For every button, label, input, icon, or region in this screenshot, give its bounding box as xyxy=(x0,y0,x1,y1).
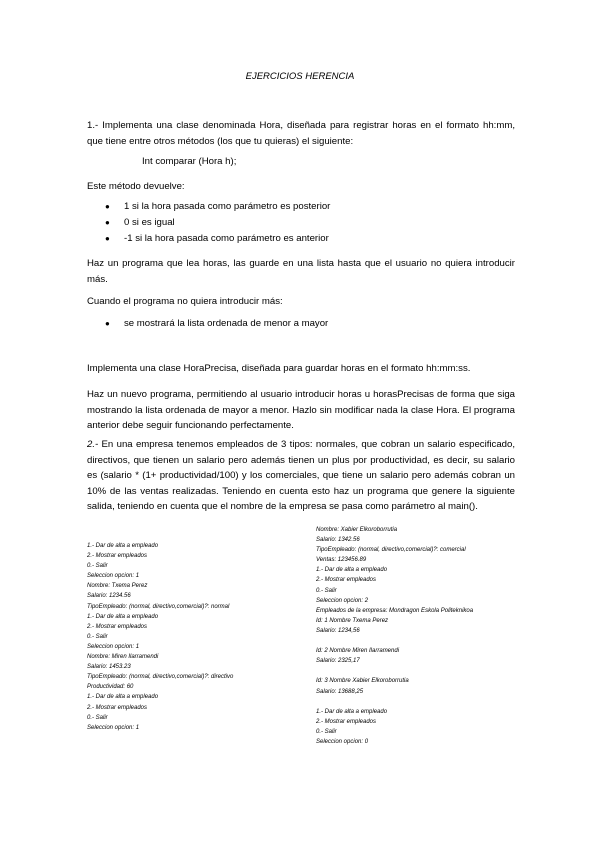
console-line: Seleccion opcion: 2 xyxy=(316,597,369,604)
console-line: 0.- Salir xyxy=(87,633,108,640)
console-line: 2.- Mostrar empleados xyxy=(87,553,148,560)
console-line: Salario: 1234,56 xyxy=(316,627,360,634)
console-line: 2.- Mostrar empleados xyxy=(87,704,148,711)
console-line: TipoEmpleado: (normal, directivo,comercial)?: directivo xyxy=(87,674,234,681)
console-line: Nombre: Miren Ilarramendi xyxy=(87,654,159,661)
console-line: 2.- Mostrar empleados xyxy=(87,623,148,630)
console-line: 0.- Salir xyxy=(316,728,337,735)
ex2-text: En una empresa tenemos empleados de 3 tipos: normales, que cobran un salario especificado, directivos, que tienen un salario pero además tienen un plus por productividad, es decir, su salario es (salario * (1+ productividad/100) y los comerciales, que tiene un salario pero además cobran un 10% de las ventas realizadas. Teniendo en cuenta esto haz un programa que genere la siguiente salida, teniendo en cuenta que el nombre de la empresa se pasa como parámetro al main(). xyxy=(87,439,515,513)
console-output-left xyxy=(87,541,233,733)
console-line: 1.- Dar de alta a empleado xyxy=(87,694,159,701)
console-line: Salario: 1342.56 xyxy=(316,537,360,544)
code-signature: Int comparar (Hora h); xyxy=(142,156,237,167)
console-line: TipoEmpleado: (normal, directivo,comercial)?: comercial xyxy=(316,547,466,554)
console-line: Id: 1 Nombre Txema Perez xyxy=(316,617,389,624)
console-line: Nombre: Txema Perez xyxy=(87,583,148,590)
console-line: Seleccion opcion: 1 xyxy=(87,573,140,580)
console-line: Productividad: 60 xyxy=(87,684,134,691)
console-line: Empleados de la empresa: Mondragon Eskola Politeknikoa xyxy=(316,607,474,614)
console-line: TipoEmpleado: (normal, directivo,comercial)?: normal xyxy=(87,603,230,610)
bullet-icon: ● xyxy=(105,218,110,227)
console-line: 1.- Dar de alta a empleado xyxy=(316,708,388,715)
bullet-icon: ● xyxy=(105,234,110,243)
console-line: Seleccion opcion: 0 xyxy=(316,738,369,745)
console-line: Seleccion opcion: 1 xyxy=(87,643,140,650)
console-line: 2.- Mostrar empleados xyxy=(316,577,377,584)
console-line: Id: 2 Nombre Miren Ilarramendi xyxy=(316,648,400,655)
console-line: Id: 3 Nombre Xabier Elkoroborrutia xyxy=(316,678,409,685)
console-line: Nombre: Xabier Elkoroborrutia xyxy=(316,527,398,533)
console-line: Ventas: 123456.89 xyxy=(316,557,367,564)
program-paragraph: Haz un programa que lea horas, las guarde en una lista hasta que el usuario no quiera introducir más. xyxy=(87,258,515,285)
newprog-paragraph: Haz un nuevo programa, permitiendo al usuario introducir horas u horasPrecisas de forma que siga mostrando la lista ordenada de mayor a menor. Hazlo sin modificar nada la clase Hora. El programa anterior debe seguir funcionando perfectamente. xyxy=(87,389,515,432)
console-line: 0.- Salir xyxy=(316,587,337,594)
console-line: Salario: 13688,25 xyxy=(316,688,364,695)
ex2-number: 2.- xyxy=(87,439,99,450)
bullet-icon: ● xyxy=(105,319,110,328)
console-line xyxy=(316,666,473,676)
console-line: Salario: 1234.56 xyxy=(87,593,131,600)
document-page: EJERCICIOS HERENCIA 1.- Implementa una clase denominada Hora, diseñada para registrar horas en el formato hh:mm, que tiene entre otros métodos (los que tu quieras) el siguiente: Int comparar (Hora h); Este método devuelve: ● 1 si la hora pasada como parámetro es posterior ● 0 si es igual ● -1 si la hora pasada como parámetro es anterior Haz un programa que lea horas, las guarde en una lista hasta que el usuario no quiera introducir más. Cuando el programa no quiera introducir más: ● se mostrará la lista ordenada de menor a mayor Implementa una clase HoraPrecisa, diseñada para guardar horas en el formato hh:mm:ss. Haz un nuevo programa, permitiendo al usuario introducir horas u horasPrecisas de forma que siga mostrando la lista ordenada de mayor a menor. Hazlo sin modificar nada la clase Hora. El programa anterior debe seguir funcionando perfectamente. 2.- En una empresa tenemos empleados de 3 tipos: normales, que cobran un salario especificado, directivos, que tienen un salario pero además tienen un plus por productividad, es decir, su salario es (salario * (1+ productividad/100) y los comerciales, que tiene un salario pero además cobran un 10% de las ventas realizadas. Teniendo en cuenta esto haz un programa que genere la siguiente salida, teniendo en cuenta que el nombre de la empresa se pasa como parámetro al main(). 1.- Dar de alta a empleado 2.- Mostrar empleados 0.- Salir Seleccion opcion: 1 Nombre: Txema Perez Salario: 1234.56 TipoEmpleado: (normal, directivo,comercial)?: normal 1.- Dar de alta a empleado 2.- Mostrar empleados 0.- Salir Seleccion opcion: 1 Nombre: Miren Ilarramendi Salario: 1453.23 TipoEmpleado: (normal, directivo,comercial)?: directivo Productividad: 60 1.- Dar de alta a empleado 2.- Mostrar empleados 0.- Salir Seleccion opcion: 1 Nombre: Xabier Elkoroborrutia Salario: 1342.56 TipoEmpleado: (normal, directivo,comercial)?: comercial Ventas: 123456.89 1.- Dar de alta a empleado 2.- Mostrar empleados 0.- Salir Seleccion opcion: 2 Empleados de la empresa: Mondragon Eskola Politeknikoa Id: 1 Nombre Txema Perez Salario: 1234,56 Id: 2 Nombre Miren Ilarramendi Salario: 2325,17 Id: 3 Nombre Xabier Elkoroborrutia Salario: 13688,25 1.- Dar de alta a empleado 2.- Mostrar empleados 0.- Salir Seleccion opcion: 0 xyxy=(0,0,600,848)
ex1-intro: 1.- Implementa una clase denominada Hora, diseñada para registrar horas en el formato hh:mm, que tiene entre otros métodos (los que tu quieras) el siguiente: xyxy=(87,120,515,147)
precisa-paragraph: Implementa una clase HoraPrecisa, diseñada para guardar horas en el formato hh:mm:ss. xyxy=(87,363,471,374)
ex2-paragraph xyxy=(87,437,515,515)
console-line: 1.- Dar de alta a empleado xyxy=(316,567,388,574)
console-line: 0.- Salir xyxy=(87,714,108,721)
console-line: Salario: 1453.23 xyxy=(87,664,131,671)
console-line: 0.- Salir xyxy=(87,563,108,570)
console-line: 1.- Dar de alta a empleado xyxy=(87,543,159,549)
console-line xyxy=(316,636,473,646)
console-line xyxy=(316,697,473,707)
when-paragraph: Cuando el programa no quiera introducir más: xyxy=(87,296,283,307)
bullet-icon: ● xyxy=(105,202,110,211)
page-title: EJERCICIOS HERENCIA xyxy=(245,71,355,82)
console-line: Salario: 2325,17 xyxy=(316,658,360,665)
console-line: 1.- Dar de alta a empleado xyxy=(87,613,159,620)
console-line: 2.- Mostrar empleados xyxy=(316,718,377,725)
console-line: Seleccion opcion: 1 xyxy=(87,724,140,731)
console-output-right xyxy=(316,525,473,747)
returns-label: Este método devuelve: xyxy=(87,181,185,192)
